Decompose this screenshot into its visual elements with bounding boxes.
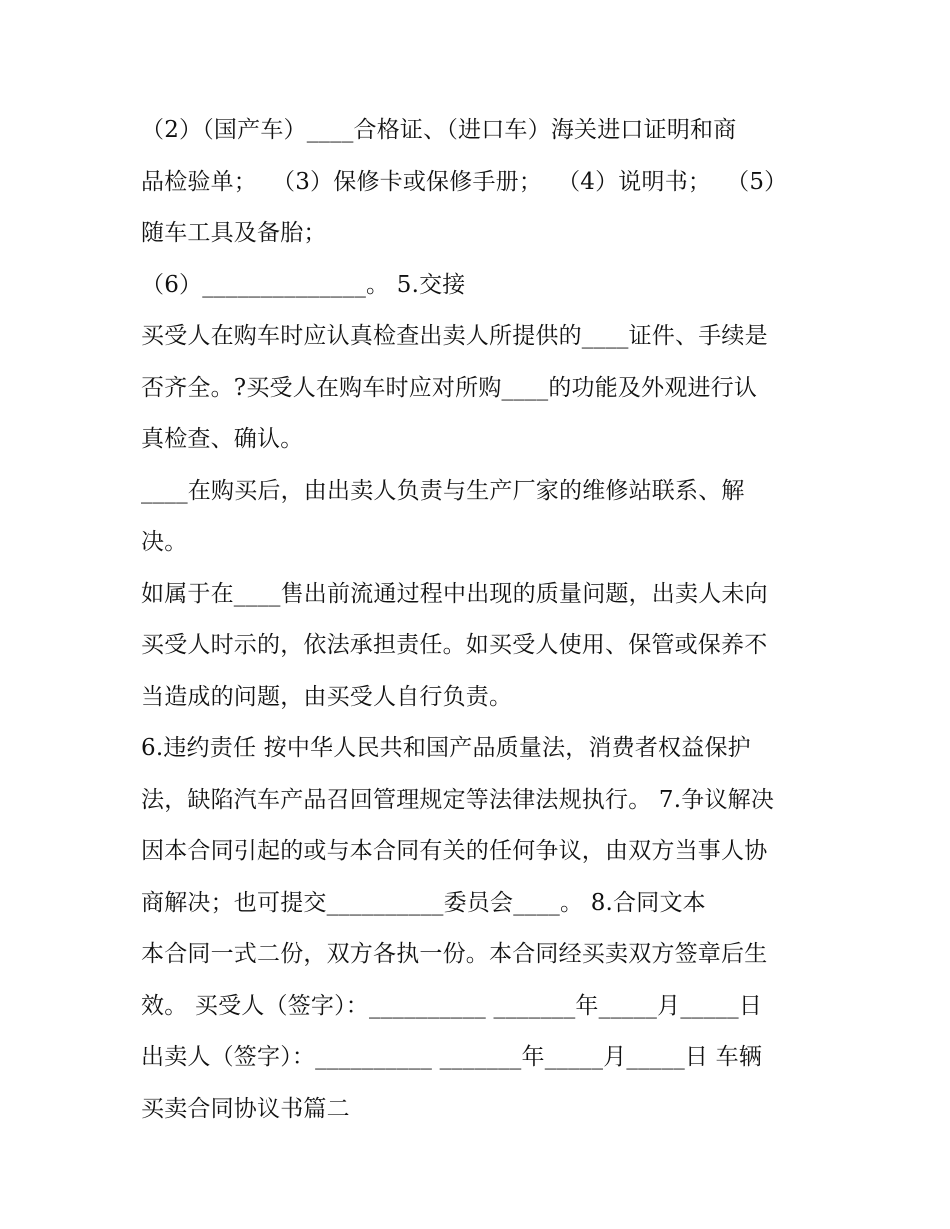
text-line: 买卖合同协议书篇二 [141,1095,350,1122]
text-line: 法，缺陷汽车产品召回管理规定等法律法规执行。 7.争议解决 [141,786,775,813]
text-line: ____在购买后，由出卖人负责与生产厂家的维修站联系、解 [141,477,745,504]
text-line: 否齐全。?买受人在购车时应对所购____的功能及外观进行认 [141,374,758,401]
text-line: 因本合同引起的或与本合同有关的任何争议，由双方当事人协 [141,838,768,864]
text-line: 买受人时示的，依法承担责任。如买受人使用、保管或保养不 [141,632,768,658]
text-line: 真检查、确认。 [141,426,304,452]
text-line: 6.违约责任 按中华人民共和国产品质量法，消费者权益保护 [141,735,751,761]
text-line: 本合同一式二份，双方各执一份。本合同经买卖双方签章后生 [141,941,768,967]
text-line: 商解决；也可提交__________委员会____。 8.合同文本 [141,889,706,916]
text-line: （6）______________。 5.交接 [141,271,466,298]
text-line: 买受人在购车时应认真检查出卖人所提供的____证件、手续是 [141,323,768,349]
text-line: 当造成的问题，由买受人自行负责。 [141,683,513,710]
text-line: 决。 [141,529,188,555]
text-line: 出卖人（签字）：__________ _______年_____月_____日 车辆 [141,1044,763,1070]
text-line: 随车工具及备胎； [141,220,327,246]
text-line: 效。 买受人（签字）：__________ _______年_____月_____日 [141,992,763,1019]
text-line: 如属于在____售出前流通过程中出现的质量问题，出卖人未向 [141,580,768,607]
document-body [141,105,821,1135]
text-line: 品检验单； （3）保修卡或保修手册； （4）说明书； （5） [141,168,788,195]
text-line: （2）（国产车）____合格证、（进口车）海关进口证明和商 [141,117,737,143]
